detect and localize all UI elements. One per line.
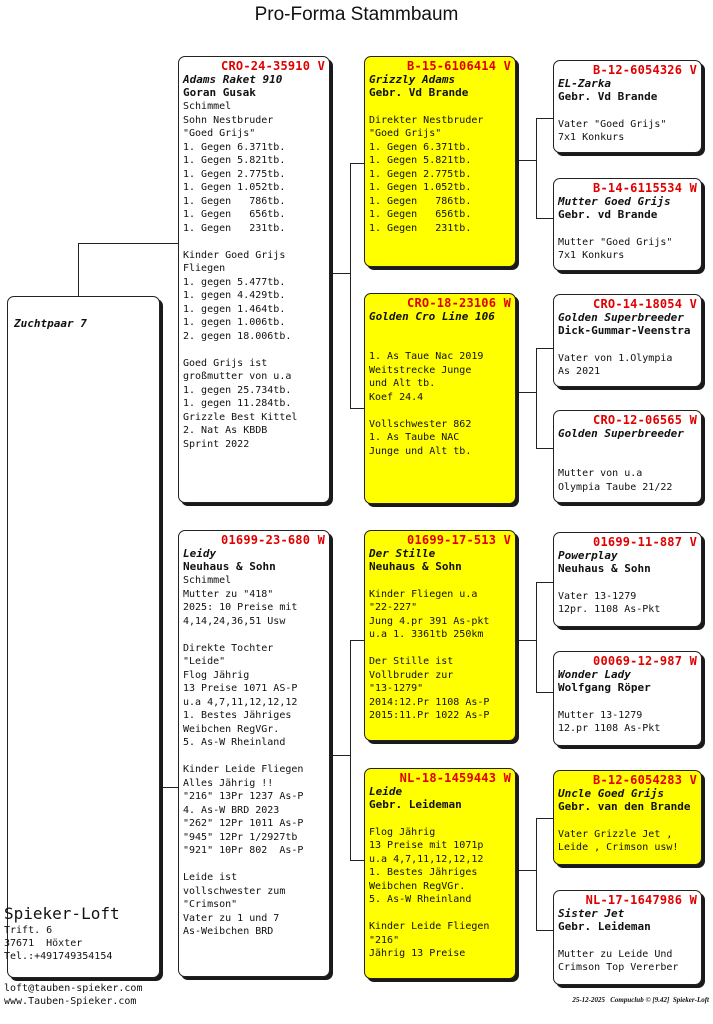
connector-line: [536, 818, 553, 819]
pigeon-notes: Vater Grizzle Jet , Leide , Crimson usw!: [558, 828, 679, 853]
breeder-name: Gebr. van den Brande: [558, 800, 691, 813]
pigeon-notes: Schimmel Mutter zu "418" 2025: 10 Preise mit 4,14,24,36,51 Usw Direkte Tochter "Leide" Flog Jährig 13 Preise 1071 AS-P u.a 4,7,11,12,12,12 1. Bestes Jähriges Weibchen RegVGr. 5. As-W Rheinland Kinder Leide Fliegen Alles Jährig !! "216" 13Pr 1237 As-P 4. As-W BRD 2023 "262" 12Pr 1011 As-P "945" 12Pr 1/2927tb "921" 10Pr 802 As-P Leide ist vollschwester zum "Crimson" Vater zu 1 und 7 As-Weibchen BRD: [183, 575, 304, 937]
pigeon-notes: Schimmel Sohn Nestbruder "Goed Grijs" 1. Gegen 6.371tb. 1. Gegen 5.821tb. 1. Gegen 2.775tb. 1. Gegen 1.052tb. 1. Gegen 786tb. 1. Gegen 656tb. 1. Gegen 231tb. Kinder Goed Grijs Fliegen 1. gegen 5.477tb. 1. gegen 4.429tb. 1. gegen 1.464tb. 1. gegen 1.006tb. 2. gegen 18.006tb. Goed Grijs ist großmutter von u.a 1. gegen 25.734tb. 1. gegen 11.284tb. Grizzle Best Kittel 2. Nat As KBDB Sprint 2022: [183, 101, 298, 450]
pigeon-card-sds: [553, 294, 702, 387]
pigeon-name: Golden Superbreeder: [558, 427, 684, 440]
pigeon-card-sire: [178, 56, 330, 503]
connector-line: [536, 118, 537, 218]
breeder-name: Goran Gusak: [183, 86, 256, 99]
pigeon-name: Grizzly Adams: [369, 73, 456, 86]
connector-line: [330, 273, 350, 274]
pigeon-name: EL-Zarka: [558, 77, 611, 90]
ring-number: B-12-6054326 V: [593, 63, 697, 77]
connector-line: [536, 818, 537, 930]
pigeon-card-dam: [178, 530, 330, 977]
ring-number: NL-18-1459443 W: [399, 771, 511, 785]
pigeon-name: Adams Raket 910: [183, 73, 283, 86]
connector-line: [536, 582, 537, 692]
ring-number: NL-17-1647986 W: [585, 893, 697, 907]
ring-number: 00069-12-987 W: [593, 654, 697, 668]
pigeon-name: Leide: [369, 785, 403, 798]
ring-number: 01699-17-513 V: [407, 533, 511, 547]
connector-line: [330, 755, 350, 756]
pigeon-name: Sister Jet: [558, 907, 625, 920]
connector-line: [78, 243, 79, 297]
pigeon-name: Powerplay: [558, 549, 618, 562]
ring-number: B-15-6106414 V: [407, 59, 511, 73]
connector-line: [350, 163, 364, 164]
ring-number: 01699-11-887 V: [593, 535, 697, 549]
pigeon-notes: Mutter von u.a Olympia Taube 21/22: [558, 468, 673, 493]
pigeon-name: Golden Superbreeder: [558, 311, 684, 324]
pigeon-card-dds: [553, 770, 702, 865]
pigeon-card-ddd: [553, 890, 702, 985]
breeder-name: Dick-Gummar-Veenstra: [558, 324, 691, 337]
connector-line: [78, 243, 179, 244]
connector-line: [350, 640, 364, 641]
pigeon-notes: Vater "Goed Grijs" 7x1 Konkurs: [558, 118, 667, 143]
pigeon-notes: Mutter "Goed Grijs" 7x1 Konkurs: [558, 236, 673, 261]
breeder-name: Gebr. Vd Brande: [369, 86, 469, 99]
ring-number: B-14-6115534 W: [593, 181, 697, 195]
pigeon-notes: Mutter zu Leide Und Crimson Top Vererber: [558, 948, 679, 973]
connector-line: [350, 163, 351, 408]
pigeon-notes: Vater 13-1279 12pr. 1108 As-Pkt: [558, 590, 661, 615]
pigeon-card-dam-dam: [364, 768, 516, 979]
pigeon-name: Mutter Goed Grijs: [558, 195, 671, 208]
connector-line: [516, 640, 536, 641]
pigeon-name: Wonder Lady: [558, 668, 631, 681]
print-meta: 25-12-2025 Compuclub © [9.42] Spieker-Loft: [572, 996, 709, 1004]
pigeon-card-dss: [553, 532, 702, 627]
pigeon-notes: 1. As Taue Nac 2019 Weitstrecke Junge und Alt tb. Koef 24.4 Vollschwester 862 1. As Taube NAC Junge und Alt tb.: [369, 351, 484, 457]
connector-line: [536, 930, 553, 931]
connector-line: [516, 160, 536, 161]
connector-line: [536, 118, 553, 119]
breeder-name: Gebr. vd Brande: [558, 208, 658, 221]
breeder-name: Neuhaus & Sohn: [369, 560, 462, 573]
breeder-name: Neuhaus & Sohn: [183, 560, 276, 573]
pigeon-notes: Kinder Fliegen u.a "22-227" Jung 4.pr 391 As-pkt u.a 1. 3361tb 250km Der Stille ist Vollbruder zur "13-1279" 2014:12.Pr 1108 As-P 2015:11.Pr 1022 As-P: [369, 588, 490, 721]
connector-line: [516, 392, 536, 393]
pigeon-card-sss: [553, 60, 702, 153]
loft-contact-web[interactable]: loft@tauben-spieker.com www.Tauben-Spieker.com: [4, 983, 143, 1007]
pigeon-card-dsd: [553, 651, 702, 746]
pigeon-card-sdd: [553, 410, 702, 503]
pigeon-name: Golden Cro Line 106: [369, 310, 495, 323]
breeder-name: Gebr. Vd Brande: [558, 90, 658, 103]
ring-number: CRO-12-06565 W: [593, 413, 697, 427]
pigeon-name: Uncle Goed Grijs: [558, 787, 664, 800]
breeder-name: Gebr. Leideman: [558, 920, 651, 933]
pigeon-card-ssd: [553, 178, 702, 271]
ring-number: CRO-14-18054 V: [593, 297, 697, 311]
loft-address: Trift. 6 37671 Höxter Tel.:+491749354154: [4, 925, 113, 962]
pigeon-notes: Flog Jährig 13 Preise mit 1071p u.a 4,7,11,12,12,12 1. Bestes Jähriges Weibchen RegVGr. 5. As-W Rheinland Kinder Leide Fliegen "216" Jährig 13 Preise: [369, 826, 490, 959]
connector-line: [536, 448, 553, 449]
breeder-name: Neuhaus & Sohn: [558, 562, 651, 575]
connector-line: [516, 870, 536, 871]
connector-line: [536, 348, 537, 448]
connector-line: [536, 218, 553, 219]
loft-info: [4, 904, 120, 963]
connector-line: [536, 348, 553, 349]
breeding-pair-card: [7, 296, 160, 978]
page-title: Pro-Forma Stammbaum: [254, 4, 459, 25]
connector-line: [350, 860, 364, 861]
pigeon-notes: Mutter 13-1279 12.pr 1108 As-Pkt: [558, 709, 661, 734]
pigeon-notes: Vater von 1.Olympia As 2021: [558, 352, 673, 377]
pigeon-card-sire-sire: [364, 56, 516, 267]
ring-number: CRO-18-23106 W: [407, 296, 511, 310]
pigeon-card-dam-sire: [364, 530, 516, 741]
pigeon-card-sire-dam: [364, 293, 516, 504]
pigeon-name: Der Stille: [369, 547, 436, 560]
ring-number: B-12-6054283 V: [593, 773, 697, 787]
pigeon-name: Leidy: [183, 547, 217, 560]
connector-line: [536, 582, 553, 583]
connector-line: [350, 640, 351, 860]
pigeon-notes: Direkter Nestbruder "Goed Grijs" 1. Gegen 6.371tb. 1. Gegen 5.821tb. 1. Gegen 2.775tb. 1. Gegen 1.052tb. 1. Gegen 786tb. 1. Gegen 656tb. 1. Gegen 231tb.: [369, 114, 484, 234]
breeder-name: Gebr. Leideman: [369, 798, 462, 811]
connector-line: [536, 692, 553, 693]
breeding-pair-label: Zuchtpaar 7: [14, 317, 87, 330]
ring-number: CRO-24-35910 V: [221, 59, 325, 73]
connector-line: [350, 408, 364, 409]
breeder-name: Wolfgang Röper: [558, 681, 651, 694]
loft-name: Spieker-Loft: [4, 904, 120, 923]
ring-number: 01699-23-680 W: [221, 533, 325, 547]
